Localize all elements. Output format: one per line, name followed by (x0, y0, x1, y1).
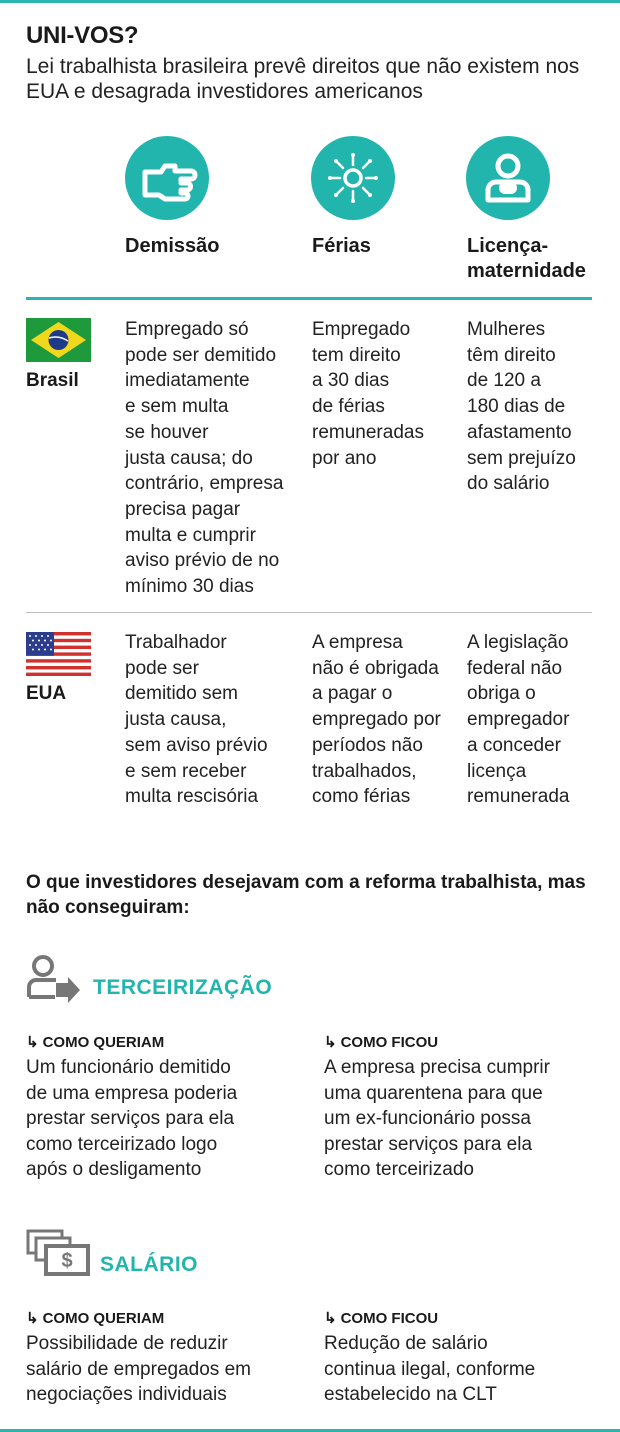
table-cell-eua-ferias: A empresa não é obrigada a pagar o empregado por períodos não trabalhados, como férias (312, 632, 441, 808)
label-como-ficou: ↳ COMO FICOU (324, 1034, 439, 1051)
person-arrow-icon (26, 953, 80, 1003)
text-como-queriam-salario: Possibilidade de reduzir salário de empregados em negociações individuais (26, 1333, 251, 1405)
turn-arrow-icon: ↳ (324, 1034, 337, 1051)
top-rule (0, 0, 620, 3)
brazil-flag-icon (26, 318, 91, 362)
usa-flag-icon (26, 632, 91, 676)
svg-text:$: $ (61, 1250, 73, 1272)
table-cell-brasil-licenca: Mulheres têm direito de 120 a 180 dias de afastamento sem prejuízo do salário (467, 319, 576, 495)
mother-baby-icon (466, 136, 550, 220)
table-cell-eua-licenca: A legislação federal não obriga o empregador a conceder licença remunerada (467, 632, 570, 808)
table-cell-eua-demissao: Trabalhador pode ser demitido sem justa causa, sem aviso prévio e sem receber multa rescisória (125, 632, 268, 808)
section-title-salario: SALÁRIO (100, 1253, 198, 1276)
turn-arrow-icon: ↳ (26, 1034, 39, 1051)
page-subtitle: Lei trabalhista brasileira prevê direitos que não existem nos EUA e desagrada investidores americanos (26, 55, 580, 103)
country-label-eua: EUA (26, 683, 67, 704)
table-cell-brasil-ferias: Empregado tem direito a 30 dias de férias remuneradas por ano (312, 319, 424, 469)
label-como-queriam: ↳ COMO QUERIAM (26, 1034, 165, 1051)
turn-arrow-icon: ↳ (324, 1310, 337, 1327)
text-como-ficou-terceirizacao: A empresa precisa cumprir uma quarentena para que um ex-funcionário possa prestar serviços para ela como terceirizado (324, 1057, 550, 1180)
column-header-licenca: Licença- maternidade (467, 235, 586, 282)
text-como-ficou-salario: Redução de salário continua ilegal, conforme estabelecido na CLT (324, 1333, 536, 1405)
table-header-rule (26, 297, 592, 300)
sun-icon (311, 136, 395, 220)
turn-arrow-icon: ↳ (26, 1310, 39, 1327)
label-como-queriam: ↳ COMO QUERIAM (26, 1310, 165, 1327)
column-header-ferias: Férias (312, 235, 371, 257)
section-title-terceirizacao: TERCEIRIZAÇÃO (93, 976, 273, 999)
country-label-brasil: Brasil (26, 370, 79, 391)
text-como-queriam-terceirizacao: Um funcionário demitido de uma empresa poderia prestar serviços para ela como terceirizado logo após o desligamento (26, 1057, 238, 1180)
page-title: UNI-VOS? (26, 22, 139, 49)
table-cell-brasil-demissao: Empregado só pode ser demitido imediatamente e sem multa se houver justa causa; do contrário, empresa precisa pagar multa e cumprir aviso prévio de no mínimo 30 dias (125, 319, 284, 598)
pointing-hand-icon (125, 136, 209, 220)
money-bills-icon (26, 1229, 90, 1277)
column-header-demissao: Demissão (125, 235, 220, 257)
label-como-ficou: ↳ COMO FICOU (324, 1310, 439, 1327)
section-question: O que investidores desejavam com a reforma trabalhista, mas não conseguiram: (26, 872, 586, 918)
row-divider (26, 612, 592, 613)
